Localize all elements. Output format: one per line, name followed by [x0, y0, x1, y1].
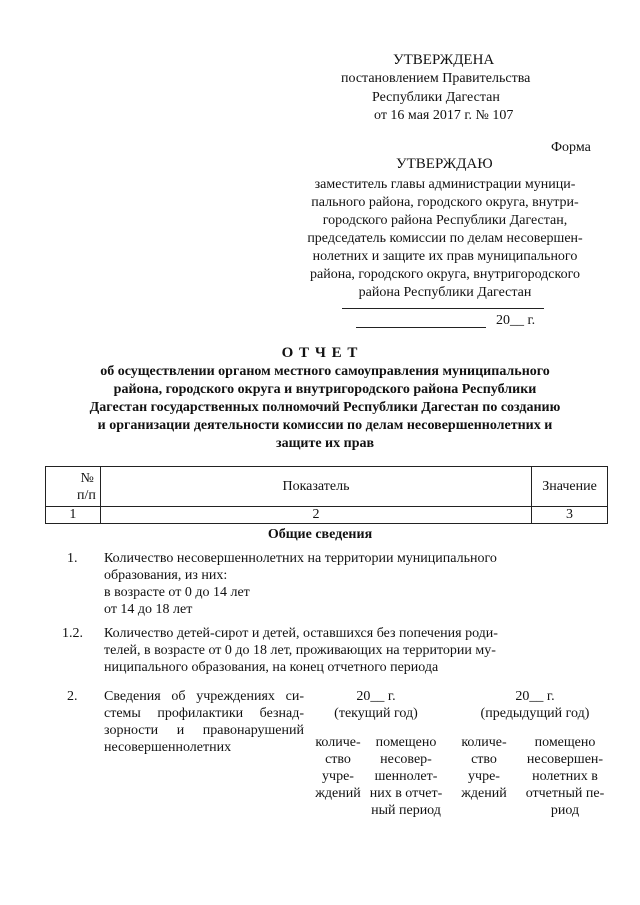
approver-line: района Республики Дагестан — [358, 285, 532, 300]
approver-line: председатель комиссии по делам несовершен- — [307, 231, 583, 246]
approver-line: заместитель главы администрации муници- — [314, 177, 576, 192]
item-text-line: несовершеннолетних — [104, 740, 232, 755]
item-text-line: в возрасте от 0 до 14 лет — [104, 585, 250, 600]
approver-line: пального района, городского округа, внутри- — [311, 195, 579, 210]
report-subtitle-line: Дагестан государственных полномочий Республики Дагестан по созданию — [89, 400, 561, 415]
approver-line: района, городского округа, внутригородского — [310, 267, 580, 282]
item-text-line: Сведения об учреждениях си- — [104, 689, 304, 704]
approver-line: городского района Республики Дагестан, — [322, 213, 568, 228]
date-day-month-line — [356, 327, 486, 328]
approval-line-3: от 16 мая 2017 г. № 107 — [374, 108, 514, 123]
current-year-label: (текущий год) — [334, 706, 418, 721]
col-number-header: № п/п — [46, 467, 101, 507]
report-subtitle-line: района, городского округа и внутригородского района Республики — [113, 382, 537, 397]
current-year: 20__ г. — [356, 689, 396, 704]
item-text-line: зорности и правонарушений — [104, 723, 304, 738]
approval-line-2: Республики Дагестан — [372, 90, 500, 105]
item-text-line: телей, в возрасте от 0 до 18 лет, проживающих на территории му- — [104, 643, 496, 658]
table-number-cell: 1 — [46, 507, 101, 524]
item-text-line: ниципального образования, на конец отчетного периода — [104, 660, 439, 675]
form-label: Форма — [551, 140, 591, 155]
approve-title: УТВЕРЖДАЮ — [396, 156, 493, 172]
report-subtitle-line: об осуществлении органом местного самоуправления муниципального — [100, 364, 550, 379]
approval-line-1: постановлением Правительства — [341, 71, 531, 86]
approval-title: УТВЕРЖДЕНА — [393, 52, 495, 68]
table-number-cell: 3 — [532, 507, 608, 524]
previous-year-label: (предыдущий год) — [480, 706, 590, 721]
signature-line — [342, 308, 544, 309]
item-number: 1. — [67, 551, 78, 566]
report-header-table — [45, 466, 608, 524]
report-subtitle-line: и организации деятельности комиссии по делам несовершеннолетних и — [97, 418, 553, 433]
table-number-cell: 2 — [100, 507, 531, 524]
col-value-header: Значение — [532, 467, 608, 507]
item-text-line: стемы профилактики безнад- — [104, 706, 304, 721]
item-text-line: от 14 до 18 лет — [104, 602, 193, 617]
table-header-row — [46, 467, 608, 507]
item-text-line: Количество детей-сирот и детей, оставшихся без попечения роди- — [104, 626, 498, 641]
table-numbering-row — [46, 507, 608, 524]
item-text-line: Количество несовершеннолетних на территории муниципального — [104, 551, 497, 566]
report-title: О Т Ч Е Т — [281, 345, 359, 361]
report-subtitle-line: защите их прав — [275, 436, 375, 451]
col-indicator-header: Показатель — [100, 467, 531, 507]
approval-date-year: 20__ г. — [496, 313, 536, 328]
item-number: 1.2. — [62, 626, 83, 641]
item-text-line: образования, из них: — [104, 568, 228, 583]
section-title: Общие сведения — [267, 527, 373, 542]
previous-year: 20__ г. — [515, 689, 555, 704]
approver-line: нолетних и защите их прав муниципального — [312, 249, 578, 264]
item-number: 2. — [67, 689, 78, 704]
